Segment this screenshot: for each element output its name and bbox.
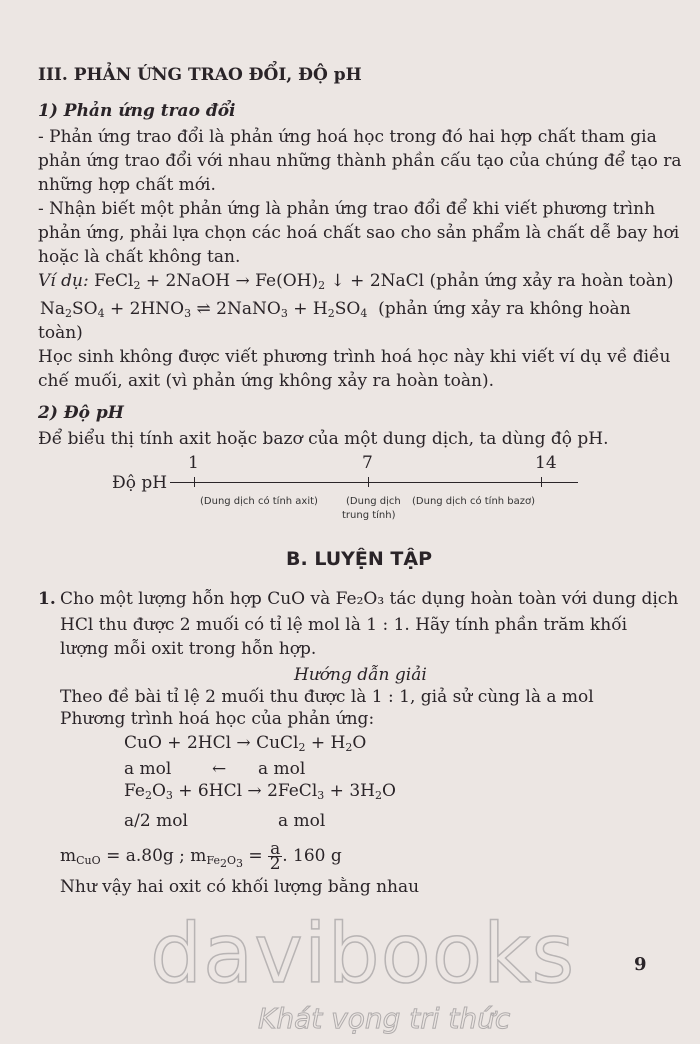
ph-scale-label: Độ pH — [112, 473, 168, 493]
eq1-note: (phản ứng xảy ra hoàn toàn) — [429, 271, 674, 291]
example-label: Ví dụ: — [38, 271, 89, 291]
conclusion: Như vậy hai oxit có khối lượng bằng nhau — [60, 877, 420, 897]
watermark-brand: davibooks — [150, 907, 576, 1002]
mass-fe-tail: . 160 g — [282, 846, 342, 866]
solution-line: Phương trình hoá học của phản ứng: — [60, 709, 375, 729]
guide-heading: Hướng dẫn giải — [294, 665, 427, 685]
equation-fe2o3: $Fe_2O_3 + 6HCl$ → 2FeCl$_3$ + $3H_2O$ — [124, 781, 396, 802]
example-equation-2: $Na_2SO_4 + 2HNO_3$ ⇌ 2NaNO$_3$ + $H_2SO_4$ (phản ứng xảy ra không hoàn — [40, 299, 631, 320]
question-number: 1. — [38, 589, 56, 609]
eq2-note-cont: toàn) — [38, 323, 83, 343]
page-number: 9 — [634, 954, 647, 975]
sub1-line: phản ứng trao đổi với nhau những thành phần cấu tạo của chúng để tạo ra — [38, 151, 682, 171]
mol-label: a mol — [258, 759, 306, 779]
eq2-note: (phản ứng xảy ra không hoàn — [378, 299, 631, 319]
ph-neutral-label: (Dung dịch — [346, 496, 401, 507]
sub1-line: - Nhận biết một phản ứng là phản ứng trao đổi để khi viết phương trình — [38, 199, 656, 219]
ph-tick — [194, 477, 195, 487]
ph-scale-line — [170, 482, 578, 483]
sub2-title: 2) Độ pH — [38, 403, 124, 423]
mol-label: a mol — [124, 759, 172, 779]
ph-tick — [541, 477, 542, 487]
sub1-line: phản ứng, phải lựa chọn các hoá chất sao cho sản phẩm là chất dễ bay hơi — [38, 223, 680, 243]
mass-cuo: = a.80g ; — [106, 846, 185, 866]
section-title: III. PHẢN ỨNG TRAO ĐỔI, ĐỘ pH — [38, 65, 362, 85]
question-line: HCl thu được 2 muối có tỉ lệ mol là 1 : 1. Hãy tính phần trăm khối — [60, 615, 628, 635]
watermark-slogan: Khát vọng tri thức — [258, 1002, 511, 1035]
mass-equation: $m_{CuO} = a.80g$ ; $m_{Fe_2O_3}$ = $\frac{a}{2}$ . 160 g — [60, 839, 342, 874]
sub1-line: hoặc là chất không tan. — [38, 247, 241, 267]
ph-tick-label: 7 — [362, 453, 373, 473]
question-line: lượng mỗi oxit trong hỗn hợp. — [60, 639, 317, 659]
ph-tick-label: 14 — [535, 453, 557, 473]
equation-cuo: CuO + 2HCl → CuCl$_2$ + $H_2O$ — [124, 733, 367, 754]
ph-tick — [368, 477, 369, 487]
ph-base-label: (Dung dịch có tính bazơ) — [412, 496, 536, 507]
ph-tick-label: 1 — [188, 453, 199, 473]
sub1-line: - Phản ứng trao đổi là phản ứng hoá học trong đó hai hợp chất tham gia — [38, 127, 657, 147]
ph-acid-label: (Dung dịch có tính axit) — [200, 496, 318, 507]
question-line: Cho một lượng hỗn hợp CuO và Fe₂O₃ tác dụng hoàn toàn với dung dịch — [60, 589, 679, 609]
ph-neutral-label: trung tính) — [342, 510, 396, 521]
sub1-after: Học sinh không được viết phương trình hoá học này khi viết ví dụ về điều — [38, 347, 671, 367]
sub1-line: những hợp chất mới. — [38, 175, 216, 195]
reverse-arrow: ← — [212, 759, 227, 779]
sub1-after: chế muối, axit (vì phản ứng không xảy ra hoàn toàn). — [38, 371, 494, 391]
sub1-title: 1) Phản ứng trao đổi — [38, 101, 236, 121]
mol-label: a mol — [278, 811, 326, 831]
example-equation-1: Ví dụ: FeCl$_2$ + 2NaOH → $Fe(OH)_2$ ↓ + 2NaCl (phản ứng xảy ra hoàn toàn) — [38, 271, 674, 292]
mol-label: a/2 mol — [124, 811, 188, 831]
fraction: $\frac{a}{2}$ — [269, 839, 281, 874]
solution-line: Theo đề bài tỉ lệ 2 muối thu được là 1 : 1, giả sử cùng là a mol — [60, 687, 594, 707]
practice-heading: B. LUYỆN TẬP — [286, 548, 433, 570]
sub2-intro: Để biểu thị tính axit hoặc bazơ của một dung dịch, ta dùng độ pH. — [38, 429, 609, 449]
